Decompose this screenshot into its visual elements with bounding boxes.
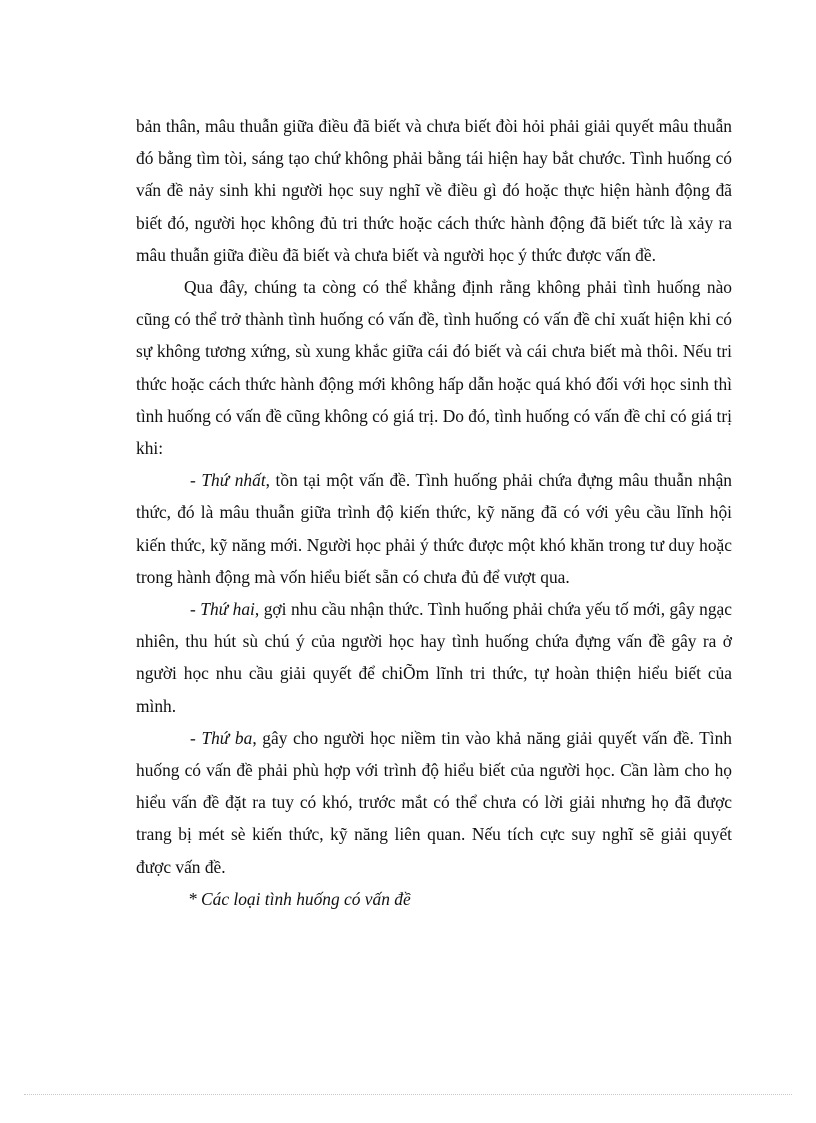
paragraph-continuation (136, 110, 732, 271)
paragraph-conclusion (136, 271, 732, 464)
paragraph-condition-second (136, 593, 732, 722)
list-dash: - (190, 727, 202, 748)
paragraph-condition-first (136, 464, 732, 593)
paragraph-text: , gợi nhu cầu nhận thức. Tình huống phải chứa yếu tố mới, gây ngạc nhiên, thu hút sù chú ý của người học hay tình huống chứa đựng vấn đề gây ra ở người học nhu cầu giải quyết để chiÕm lĩnh tri thức, tự hoàn thiện hiểu biết của mình. (136, 599, 732, 716)
list-dash: - (190, 599, 201, 620)
paragraph-text: Qua đây, chúng ta còng có thể khẳng định rằng không phải tình huống nào cũng có thể trở thành tình huống có vấn đề, tình huống có vấn đề chỉ xuất hiện khi có sự không tương xứng, sù xung khắc giữa cái đó biết và cái chưa biết mà thôi. Nếu tri thức hoặc cách thức hành động mới không hấp dẫn hoặc quá khó đối với học sinh thì tình huống có vấn đề cũng không có giá trị. Do đó, tình huống có vấn đề chỉ có giá trị khi: (136, 277, 732, 459)
document-body (136, 110, 732, 915)
paragraph-condition-third (136, 722, 732, 883)
paragraph-text: , tồn tại một vấn đề. Tình huống phải chứa đựng mâu thuẫn nhận thức, đó là mâu thuẫn giữa trình độ kiến thức, kỹ năng đã có với yêu cầu lĩnh hội kiến thức, kỹ năng mới. Người học phải ý thức được một khó khăn trong tư duy hoặc trong hành động mà vốn hiểu biết sẵn có chưa đủ để vượt qua. (136, 470, 732, 587)
page-bottom-divider (24, 1094, 792, 1095)
condition-label: Thứ nhất (201, 470, 266, 491)
condition-label: Thứ ba (201, 727, 253, 748)
paragraph-text: , gây cho người học niềm tin vào khả năng giải quyết vấn đề. Tình huống có vấn đề phải phù hợp với trình độ hiểu biết của người học. Cần làm cho họ hiểu vấn đề đặt ra tuy có khó, trước mắt có thể chưa có lời giải nhưng họ đã được trang bị mét sè kiến thức, kỹ năng liên quan. Nếu tích cực suy nghĩ sẽ giải quyết được vấn đề. (136, 727, 733, 877)
section-subheading: * Các loại tình huống có vấn đề (188, 888, 411, 909)
list-dash: - (190, 470, 202, 491)
condition-label: Thứ hai (200, 599, 255, 620)
paragraph-text: bản thân, mâu thuẫn giữa điều đã biết và chưa biết đòi hỏi phải giải quyết mâu thuẫn đó bằng tìm tòi, sáng tạo chứ không phải bằng tái hiện hay bắt chước. Tình huống có vấn đề nảy sinh khi người học suy nghĩ về điều gì đó hoặc thực hiện hành động đã biết đó, người học không đủ tri thức hoặc cách thức hành động đã biết tức là xảy ra mâu thuẫn giữa điều đã biết và chưa biết và người học ý thức được vấn đề. (136, 116, 732, 265)
